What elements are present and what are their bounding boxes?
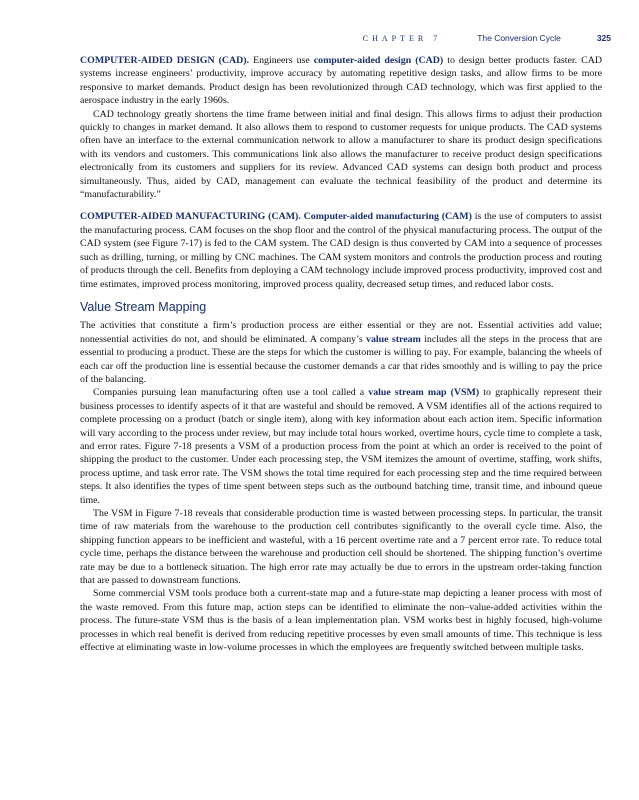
vsm-paragraph-4: Some commercial VSM tools produce both a current-state map and a future-state map depicting a leaner process with most of the waste removed. From this future map, action steps can be identified to eliminate the non–value-added activities within the process. The future-state VSM thus is the basis of a lean implementation plan. VSM works best in highly focused, high-volume processes in which real benefit is derived from reducing repetitive processes by even small amounts of time. This technique is less effective at eliminating waste in low-volume processes in which the employees are frequently switched between multiple tasks. <box>80 588 602 654</box>
vsm-p2-post: to graphically represent their business processes to identify aspects of it that are wasteful and should be removed. A VSM identifies all of the actions required to complete processing on a product (batch or single item), along with key information about each action item. Specific information will vary according to the process under review, but may include total hours worked, overtime hours, cycle time to complete a task, and error rates. Figure 7-18 presents a VSM of a production process from the point at which an order is received to the point of shipping the product to the customer. Under each processing step, the VSM itemizes the amount of overtime, staffing, work shifts, process uptime, and task error rate. The VSM shows the total time required for each processing step and the time required between steps. It also identifies the types of time spent between steps such as the outbound batching time, transit time, and inbound queue time. <box>80 387 602 506</box>
cad-heading: COMPUTER-AIDED DESIGN (CAD). <box>80 55 250 66</box>
spacer <box>80 201 602 210</box>
cad-paragraph-1 <box>80 54 602 108</box>
chapter-title: The Conversion Cycle <box>477 33 561 43</box>
cad-paragraph-2: CAD technology greatly shortens the time frame between initial and final design. This allows firms to adjust their production quickly to changes in market demand. It also allows them to respond to customer requests for unique products. The CAD systems often have an interface to the external communication network to allow a manufacturer to share its product design specifications with its vendors and customers. This communications link also allows the manufacturer to receive product design specifications electronically from its customers and suppliers for its review. Advanced CAD systems can design both product and process simultaneously. Thus, aided by CAD, management can evaluate the technical feasibility of the product and determine its “manufacturability.” <box>80 108 602 201</box>
page-number: 325 <box>596 33 611 43</box>
running-head <box>363 33 611 47</box>
vsm-p1-post: includes all the steps in the process that are essential to producing a product. These are the steps for which the customer is willing to pay. For example, balancing the wheels of each car off the production line is essential because the customer demands a car that rides smoothly and is willing to pay the price of the balancing. <box>80 333 602 385</box>
value-stream-term: value stream <box>366 333 421 345</box>
cam-heading: COMPUTER-AIDED MANUFACTURING (CAM). <box>80 211 301 223</box>
vsm-term: value stream map (VSM) <box>368 387 480 399</box>
body-text <box>80 54 602 654</box>
vsm-paragraph-1 <box>80 319 602 386</box>
vsm-p2-pre: Companies pursuing lean manufacturing often use a tool called a <box>93 387 369 399</box>
vsm-p1-pre: The activities that constitute a firm’s production process are either essential or they are not. Essential activities add value; nonessential activities do not, and should be eliminated. A company’s <box>80 320 602 345</box>
cad-term: computer-aided design (CAD) <box>313 55 444 66</box>
vsm-paragraph-2 <box>80 386 602 507</box>
cad-p1-pre: Engineers use <box>249 55 314 66</box>
cam-p1-post: is the use of computers to assist the manufacturing process. CAM focuses on the shop floor and the control of the physical manufacturing process. The output of the CAD system (see Figure 7-17) is fed to the CAM system. The CAD design is thus converted by CAM into a sequence of processes such as drilling, turning, or milling by CNC machines. The CAM system monitors and controls the production process and routing of products through the cell. Benefits from deploying a CAM technology include improved process productivity, improved cost and time estimates, improved process monitoring, improved process quality, decreased setup times, and reduced labor costs. <box>80 211 603 290</box>
cad-p1-post: to design better products faster. CAD systems increase engineers’ productivity, improve accuracy by automating repetitive design tasks, and allow firms to be more responsive to market demands. Product design has been revolutionized through CAD technology, which was first applied to the aerospace industry in the early 1960s. <box>80 55 602 107</box>
cam-term: Computer-aided manufacturing (CAM) <box>303 211 472 223</box>
section-heading-vsm: Value Stream Mapping <box>80 299 207 314</box>
vsm-paragraph-3: The VSM in Figure 7-18 reveals that considerable production time is wasted between processing steps. In particular, the transit time of raw materials from the warehouse to the production cell contributes significantly to the overall cycle time. Also, the shipping function appears to be inefficient and wasteful, with a 16 percent overtime rate and a 7 percent error rate. To reduce total cycle time, perhaps the distance between the warehouse and production cell should be shortened. The shipping function’s overtime rate may be due to a bottleneck situation. The high error rate may actually be due to errors in the upstream order-taking function that are passed to downstream functions. <box>80 508 602 587</box>
cam-paragraph-1 <box>80 210 602 290</box>
chapter-label: CHAPTER 7 <box>362 34 442 43</box>
